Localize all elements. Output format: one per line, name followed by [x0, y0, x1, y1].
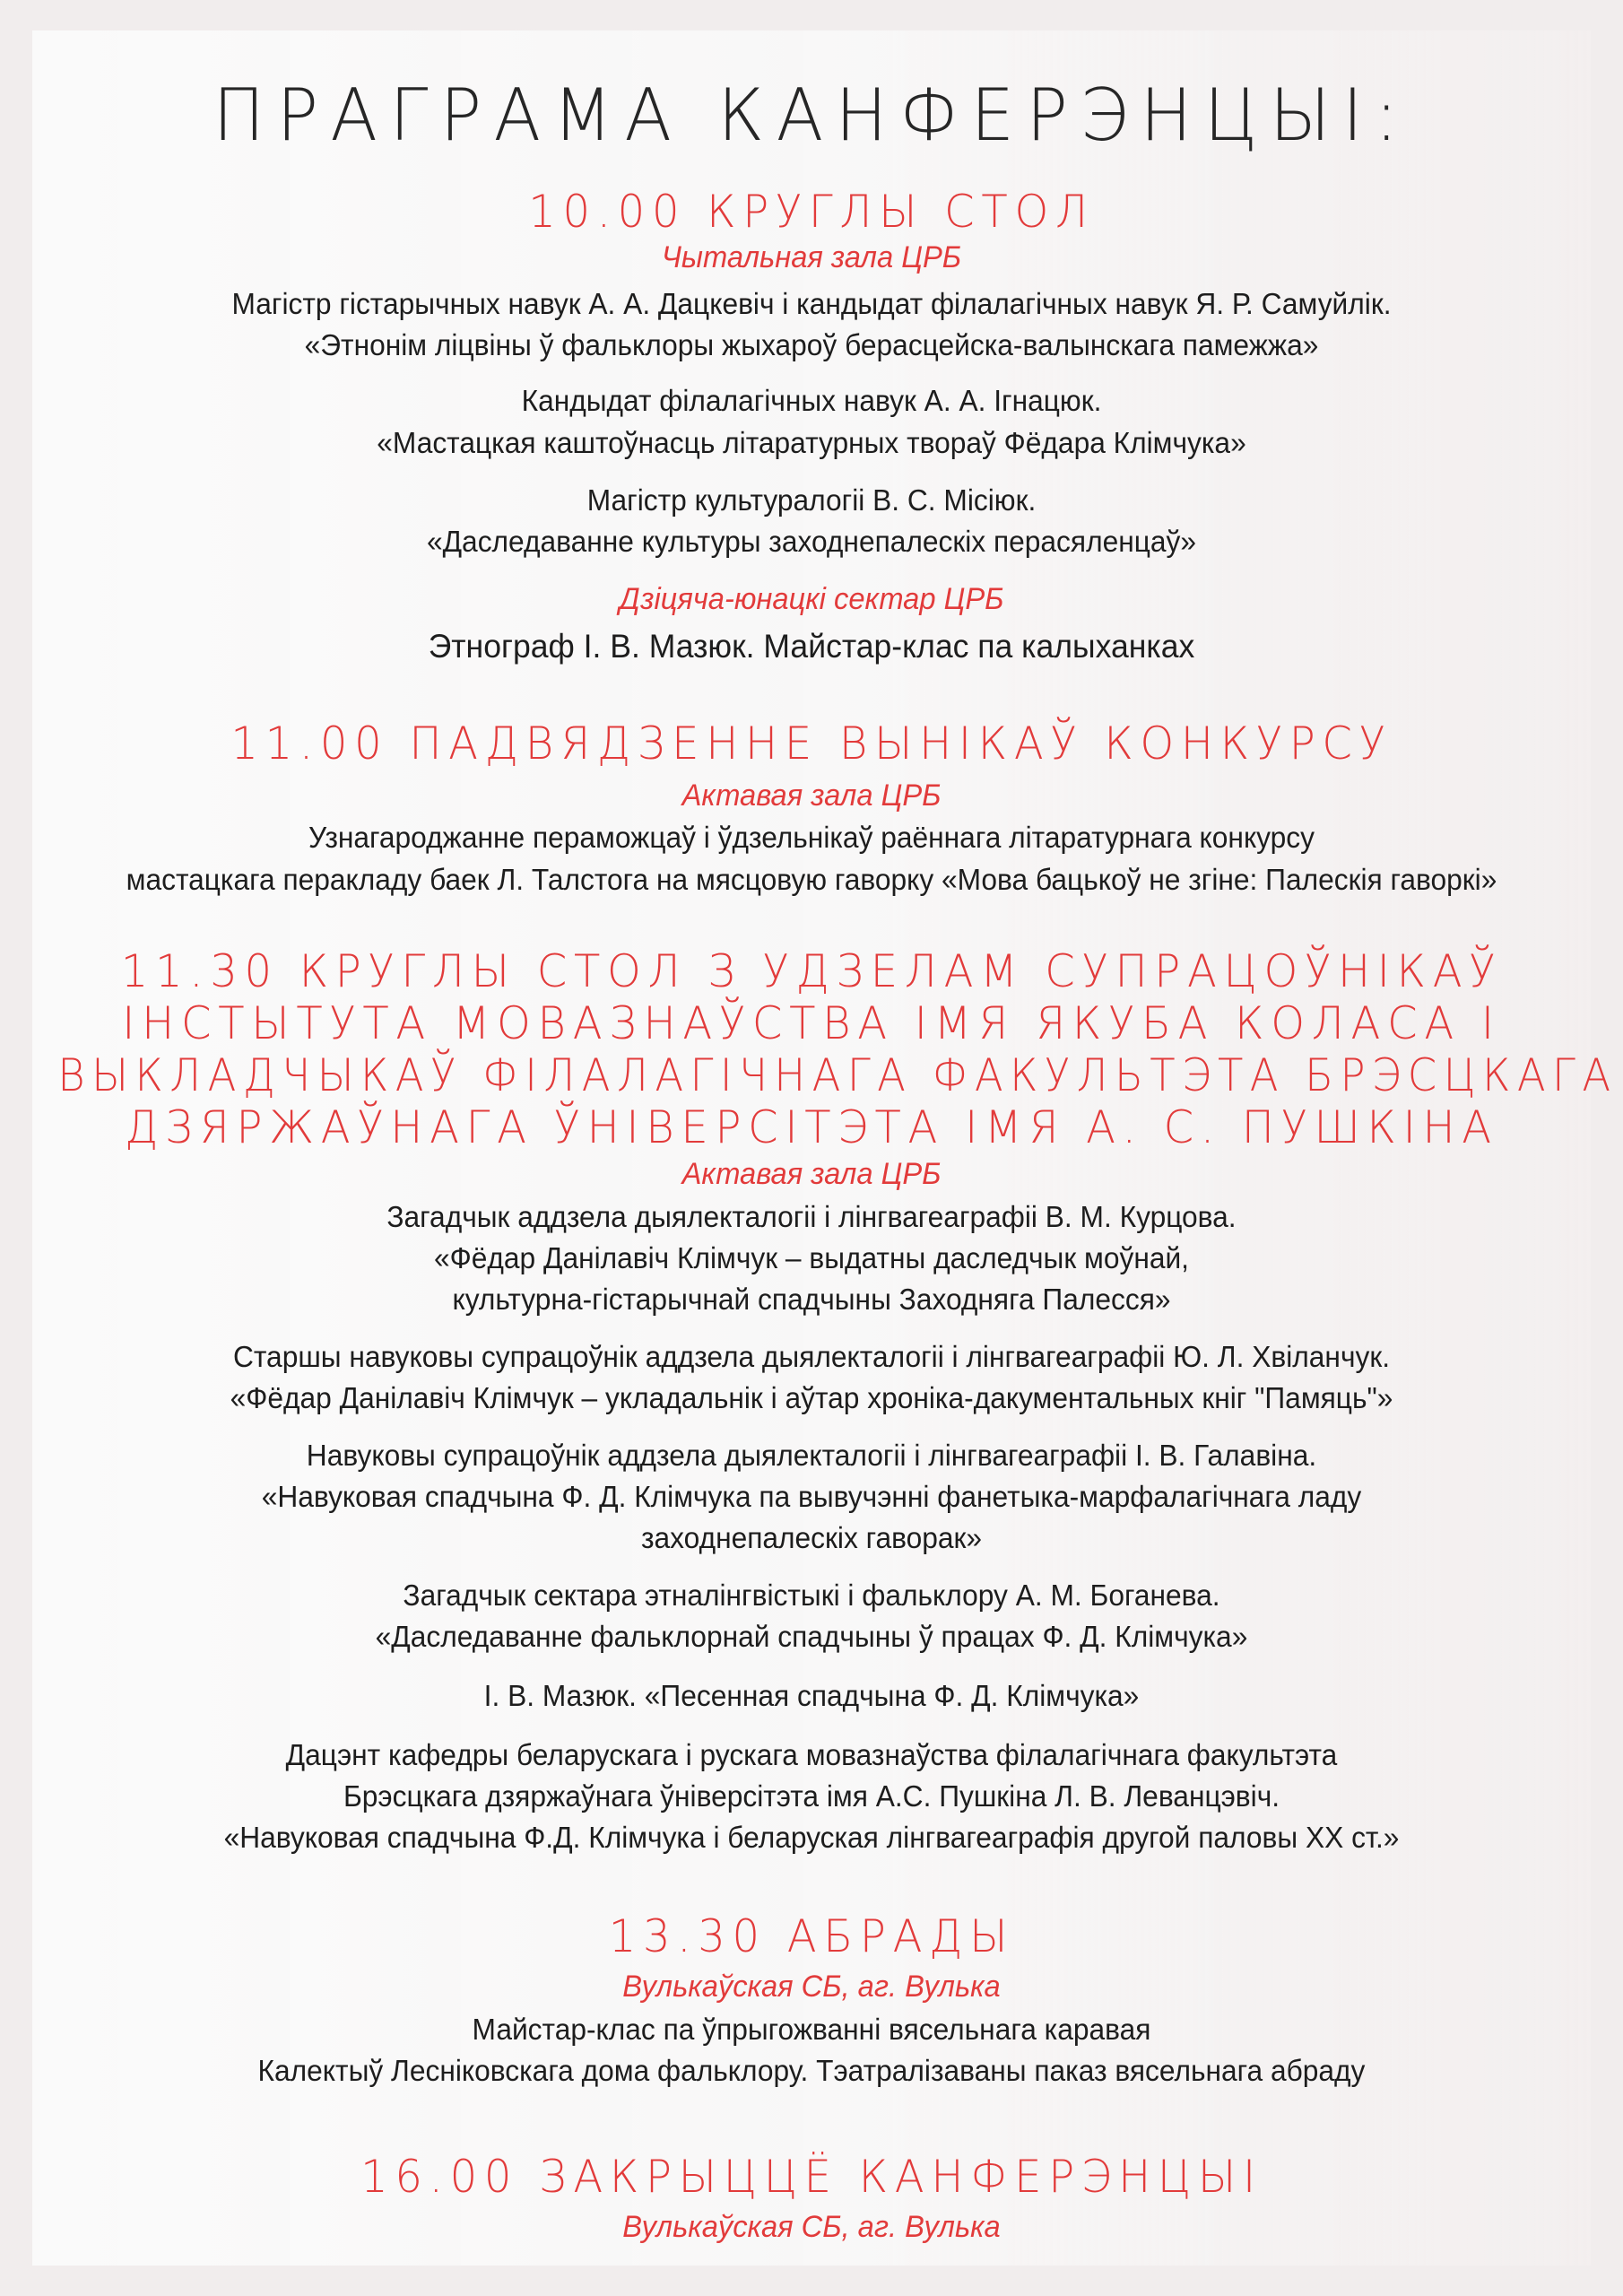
talk-line: «Даследаванне фальклорнай спадчыны ў працах Ф. Д. Клімчука»: [375, 1620, 1248, 1653]
section-heading-1100: 11.00 ПАДВЯДЗЕННЕ ВЫНІКАЎ КОНКУРСУ: [230, 718, 1393, 770]
talk-line: Узнагароджанне пераможцаў і ўдзельнікаў раённага літаратурнага конкурсу: [308, 821, 1315, 854]
talk-line: «Фёдар Данілавіч Клімчук – выдатны даследчык моўнай,: [433, 1241, 1190, 1274]
talk-line: І. В. Мазюк. «Песенная спадчына Ф. Д. Клімчука»: [483, 1679, 1140, 1712]
talk-line: мастацкага перакладу баек Л. Талстога на мясцовую гаворку «Мова бацькоў не згіне: Палескія гаворкі»: [126, 863, 1497, 896]
talk-line: «Этнонім ліцвіны ў фальклоры жыхароў берасцейска-валынскага памежжа»: [304, 328, 1319, 361]
section-heading-1130-line: ВЫКЛАДЧЫКАЎ ФІЛАЛАГІЧНАГА ФАКУЛЬТЭТА БРЭСЦКАГА: [57, 1049, 1618, 1101]
talk-line: Загадчык сектара этналінгвістыкі і фальклору А. М. Боганева.: [403, 1578, 1220, 1612]
talk-line: культурна-гістарычнай спадчыны Заходняга Палесся»: [452, 1283, 1171, 1316]
talk-line: Магістр гістарычных навук А. А. Дацкевіч і кандыдат філалагічных навук Я. Р. Самуйлік.: [231, 287, 1392, 320]
section-heading-1130-line: ІНСТЫТУТА МОВАЗНАЎСТВА ІМЯ ЯКУБА КОЛАСА І: [122, 997, 1501, 1049]
talk-line: Загадчык аддзела дыялекталогіі і лінгвагеаграфіі В. М. Курцова.: [386, 1200, 1237, 1233]
talk-line: Брэсцкага дзяржаўнага ўніверсітэта імя А.С. Пушкіна Л. В. Леванцэвіч.: [343, 1779, 1280, 1813]
venue-label: Чытальная зала ЦРБ: [661, 240, 962, 274]
section-heading-1130-line: 11.30 КРУГЛЫ СТОЛ З УДЗЕЛАМ СУПРАЦОЎНІКАЎ: [120, 945, 1503, 997]
talk-line: «Фёдар Данілавіч Клімчук – укладальнік і аўтар хроніка-дакументальных кніг "Памяць"»: [230, 1381, 1393, 1414]
talk-line: заходнепалескіх гаворак»: [640, 1521, 983, 1554]
venue-label: Актавая зала ЦРБ: [681, 1157, 942, 1191]
venue-label: Дзіцяча-юнацкі сектар ЦРБ: [619, 582, 1004, 616]
talk-line: «Даследаванне культуры заходнепалескіх перасяленцаў»: [426, 525, 1197, 558]
talk-line: «Навуковая спадчына Ф. Д. Клімчука па вывучэнні фанетыка-марфалагічнага ладу: [261, 1480, 1362, 1513]
talk-line: Старшы навуковы супрацоўнік аддзела дыялекталогіі і лінгвагеаграфіі Ю. Л. Хвіланчук.: [232, 1340, 1391, 1373]
talk-line: «Навуковая спадчына Ф.Д. Клімчука і беларуская лінгвагеаграфія другой паловы XX ст.»: [223, 1821, 1400, 1854]
talk-line: Магістр культуралогіі В. С. Місіюк.: [586, 483, 1037, 517]
talk-line: Навуковы супрацоўнік аддзела дыялекталогіі і лінгвагеаграфіі І. В. Галавіна.: [306, 1439, 1317, 1472]
venue-label: Вулькаўская СБ, аг. Вулька: [622, 2210, 1001, 2244]
page-title: ПРАГРАМА КАНФЕРЭНЦЫІ:: [213, 74, 1410, 157]
section-heading-1000: 10.00 КРУГЛЫ СТОЛ: [528, 186, 1095, 238]
talk-line: Кандыдат філалагічных навук А. А. Ігнацюк.: [521, 384, 1102, 417]
venue-label: Вулькаўская СБ, аг. Вулька: [622, 1970, 1001, 2004]
section-heading-1600: 16.00 ЗАКРЫЦЦЁ КАНФЕРЭНЦЫІ: [360, 2151, 1263, 2203]
venue-label: Актавая зала ЦРБ: [681, 778, 942, 813]
section-heading-1130-line: ДЗЯРЖАЎНАГА ЎНІВЕРСІТЭТА ІМЯ А. С. ПУШКІНА: [125, 1101, 1498, 1153]
talk-line: «Мастацкая каштоўнасць літаратурных твораў Фёдара Клімчука»: [377, 426, 1246, 459]
talk-line: Майстар-клас па ўпрыгожванні вясельнага каравая: [472, 2013, 1151, 2046]
section-heading-1330: 13.30 АБРАДЫ: [608, 1910, 1015, 1962]
masterclass-line: Этнограф І. В. Мазюк. Майстар-клас па калыханках: [428, 628, 1195, 665]
talk-line: Дацэнт кафедры беларускага і рускага мовазнаўства філалагічнага факультэта: [285, 1738, 1338, 1771]
talk-line: Калектыў Лесніковскага дома фальклору. Тэатралізаваны паказ вясельнага абраду: [257, 2054, 1366, 2087]
